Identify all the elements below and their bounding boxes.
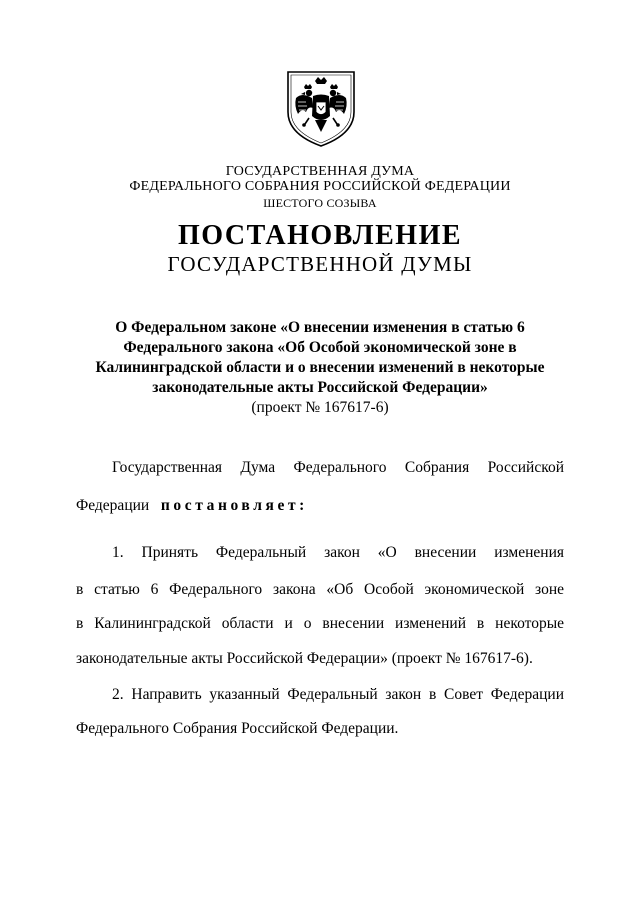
subject-line: Калининградской области и о внесении изменений в некоторые [95,359,545,376]
document-subtitle: ГОСУДАРСТВЕННОЙ ДУМЫ [167,252,473,276]
resolves-verb: постановляет: [160,497,308,514]
project-number: (проект № 167617-6) [251,399,389,416]
coat-of-arms-icon [282,68,360,148]
item-1-line: 1. Принять Федеральный закон «О внесении изменения [112,544,564,561]
subject-line: О Федеральном законе «О внесении изменения в статью 6 [115,319,525,336]
header-federal-assembly: ФЕДЕРАЛЬНОГО СОБРАНИЯ РОССИЙСКОЙ ФЕДЕРАЦИИ [129,179,511,194]
item-1-line: законодательные акты Российской Федерации» (проект № 167617-6). [76,650,533,667]
header-convocation: ШЕСТОГО СОЗЫВА [263,196,377,210]
header-duma: ГОСУДАРСТВЕННАЯ ДУМА [225,164,415,179]
preamble-federation: Федерации [76,497,150,514]
item-2-line: Федерального Собрания Российской Федерации. [76,720,399,737]
preamble-line-1: Государственная Дума Федерального Собрания Российской [112,459,564,476]
item-1-line: в статью 6 Федерального закона «Об Особой экономической зоне [76,581,564,598]
subject-line: законодательные акты Российской Федерации» [152,379,488,396]
preamble-line-2 [76,496,564,516]
item-1-line: в Калининградской области и о внесении изменений в некоторые [76,615,564,632]
item-2-line: 2. Направить указанный Федеральный закон в Совет Федерации [112,686,564,703]
subject-line: Федерального закона «Об Особой экономической зоне в [123,339,517,356]
document-title: ПОСТАНОВЛЕНИЕ [177,220,463,251]
document-subject [80,318,560,418]
